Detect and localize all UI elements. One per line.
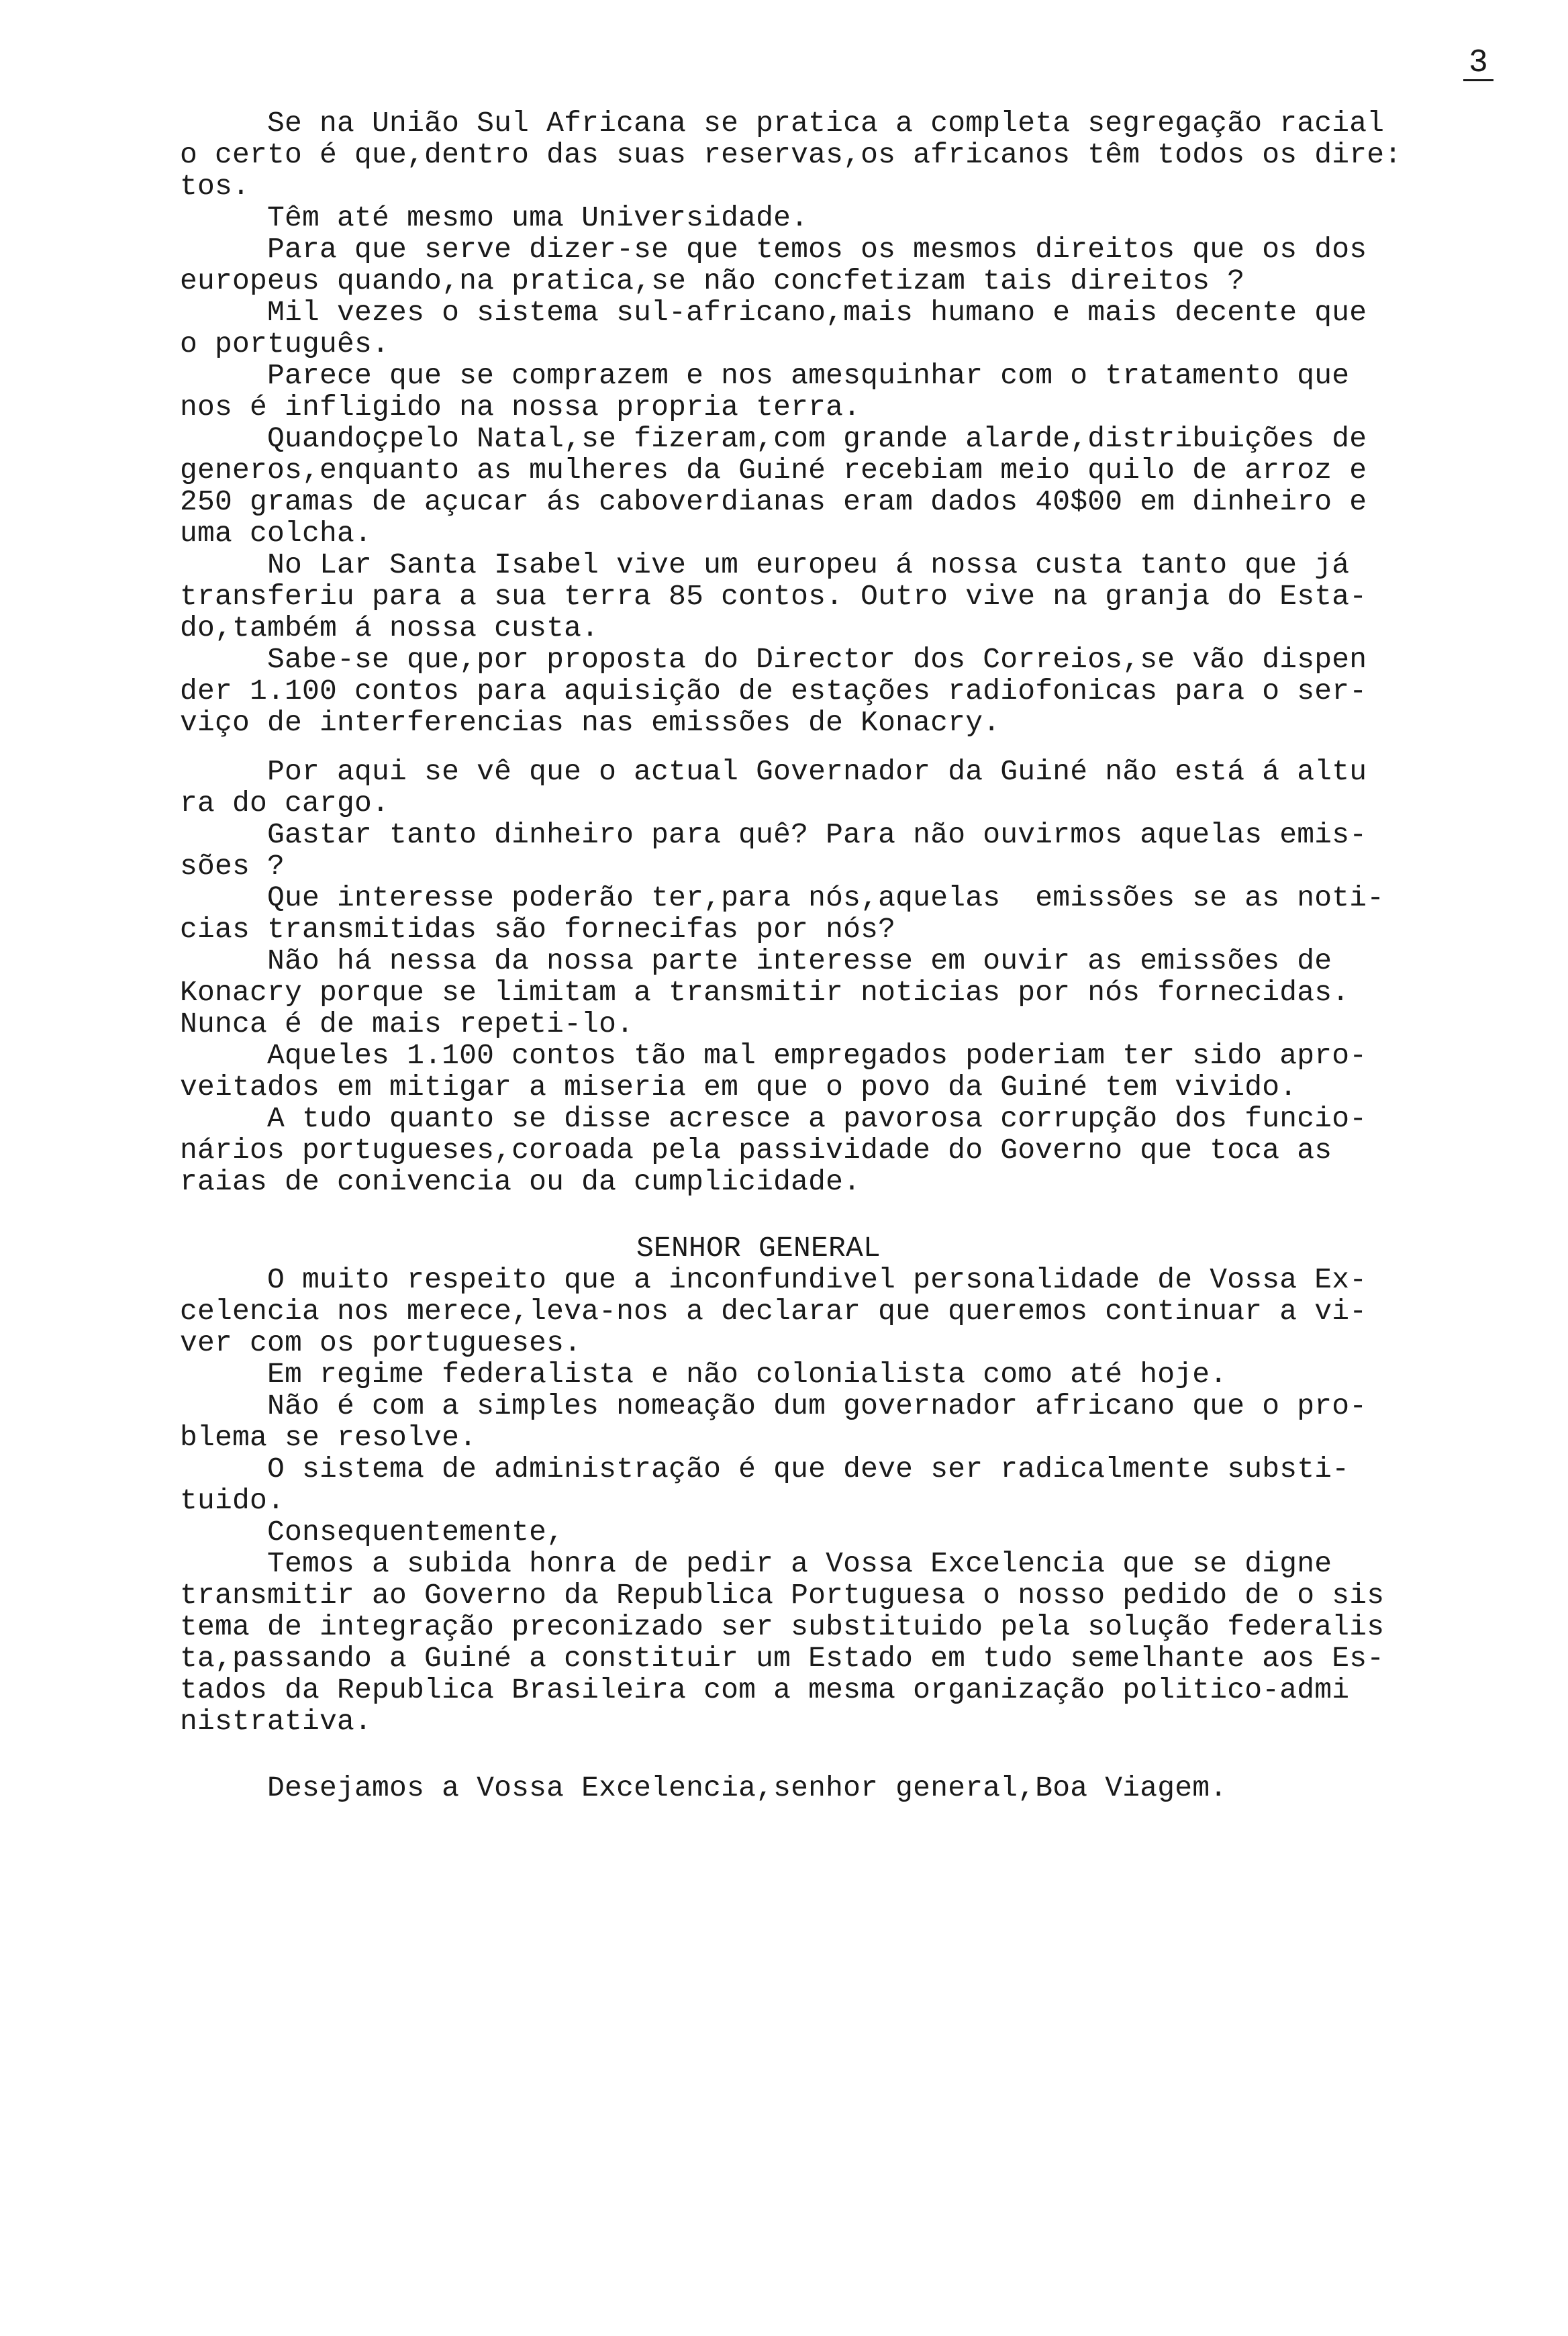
paragraph: Para que serve dizer-se que temos os mesmos direitos que os dos europeus quando,na pratica,se não concfetizam tais direitos ?: [180, 233, 1367, 297]
paragraph: A tudo quanto se disse acresce a pavorosa corrupção dos funcio- nários portugueses,coroada pela passividade do Governo que toca as raias de conivencia ou da cumplicidade.: [180, 1102, 1367, 1198]
page-number: 3: [1463, 47, 1493, 81]
paragraph: Temos a subida honra de pedir a Vossa Excelencia que se digne transmitir ao Governo da Republica Portuguesa o nosso pedido de o sis tema de integração preconizado ser substituido pela solução federalis ta,passando a Guiné a constituir um Estado em tudo semelhante aos Es- tados da Republica Brasileira com a mesma organização politico-admi nistrativa.: [180, 1547, 1385, 1738]
paragraph: Parece que se comprazem e nos amesquinhar com o tratamento que nos é infligido na nossa propria terra.: [180, 359, 1350, 424]
paragraph: Gastar tanto dinheiro para quê? Para não ouvirmos aquelas emis- sões ?: [180, 818, 1367, 883]
spacer: [180, 738, 1563, 756]
paragraph: Aqueles 1.100 contos tão mal empregados poderiam ter sido apro- veitados em mitigar a miseria em que o povo da Guiné tem vivido.: [180, 1039, 1367, 1104]
paragraph: Em regime federalista e não colonialista como até hoje.: [180, 1358, 1228, 1391]
letter-body: [180, 107, 1563, 1804]
paragraph: Sabe-se que,por proposta do Director dos Correios,se vão dispen der 1.100 contos para aquisição de estações radiofonicas para o ser- viço de interferencias nas emissões de Konacry.: [180, 643, 1367, 739]
paragraph: Mil vezes o sistema sul-africano,mais humano e mais decente que o português.: [180, 296, 1367, 360]
paragraph: Têm até mesmo uma Universidade.: [180, 201, 809, 234]
paragraph: Que interesse poderão ter,para nós,aquelas emissões se as noti- cias transmitidas são fornecifas por nós?: [180, 881, 1385, 946]
paragraph: Se na União Sul Africana se pratica a completa segregação racial o certo é que,dentro das suas reservas,os africanos têm todos os dire: tos.: [180, 107, 1402, 203]
spacer: [180, 1198, 1563, 1232]
section-heading: SENHOR GENERAL: [636, 1232, 881, 1265]
paragraph: O sistema de administração é que deve ser radicalmente substi- tuido.: [180, 1453, 1350, 1517]
paragraph: Consequentemente,: [180, 1516, 565, 1549]
paragraph: Não é com a simples nomeação dum governador africano que o pro- blema se resolve.: [180, 1390, 1367, 1454]
closing-line: Desejamos a Vossa Excelencia,senhor general,Boa Viagem.: [180, 1771, 1228, 1804]
paragraph: O muito respeito que a inconfundivel personalidade de Vossa Ex- celencia nos merece,leva-nos a declarar que queremos continuar a vi- ver com os portugueses.: [180, 1263, 1367, 1359]
paragraph: Quandoçpelo Natal,se fizeram,com grande alarde,distribuições de generos,enquanto as mulheres da Guiné recebiam meio quilo de arroz e 250 gramas de açucar ás caboverdianas eram dados 40$00 em dinheiro e uma colcha.: [180, 422, 1367, 550]
paragraph: Não há nessa da nossa parte interesse em ouvir as emissões de Konacry porque se limitam a transmitir noticias por nós fornecidas. Nunca é de mais repeti-lo.: [180, 944, 1350, 1040]
spacer: [180, 1737, 1563, 1772]
paragraph: No Lar Santa Isabel vive um europeu á nossa custa tanto que já transferiu para a sua terra 85 contos. Outro vive na granja do Esta- do,também á nossa custa.: [180, 548, 1367, 644]
paragraph: Por aqui se vê que o actual Governador da Guiné não está á altu ra do cargo.: [180, 755, 1367, 820]
